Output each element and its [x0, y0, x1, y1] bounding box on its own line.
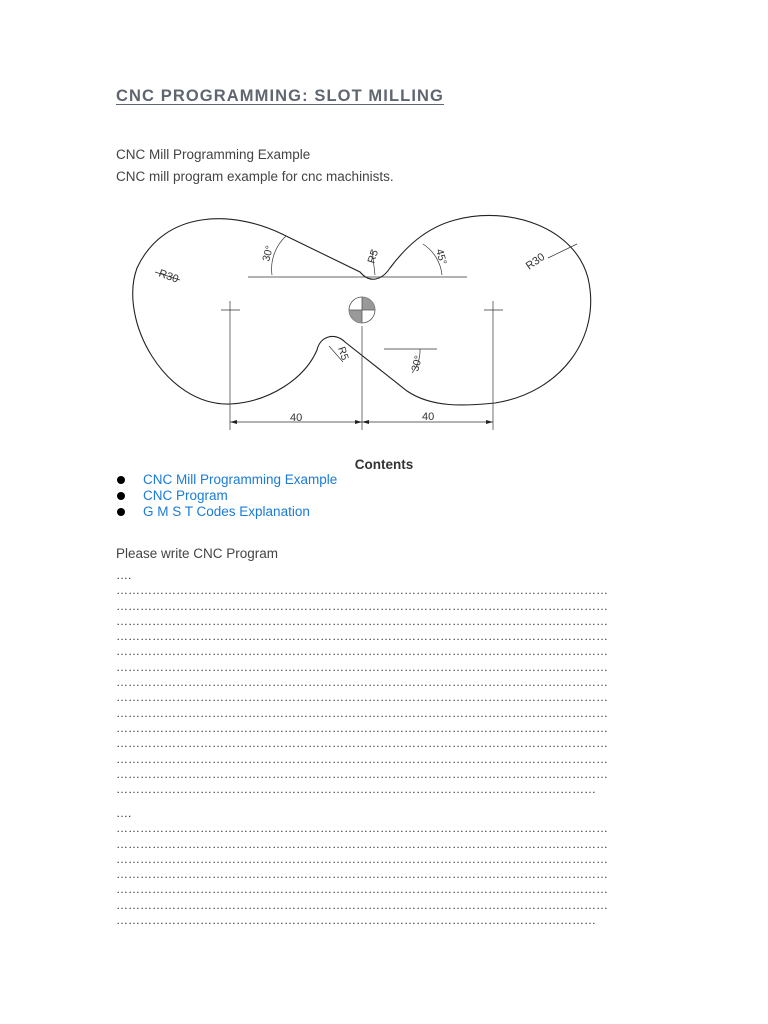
bullet-icon	[117, 492, 125, 500]
answer-line: ……………………………………………………………………………………………………………	[116, 736, 608, 751]
label-r5-bottom: R5	[335, 345, 351, 362]
label-r30-right: R30	[523, 251, 548, 273]
answer-line: ……………………………………………………………………………………………………………	[116, 583, 608, 598]
bullet-icon	[117, 476, 125, 484]
answer-line: ….	[116, 806, 132, 820]
answer-lines-block-2	[116, 806, 646, 928]
answer-line: ……………………………………………………………………………………………………………	[116, 720, 608, 735]
answer-line: ……………………………………………………………………………………………………………	[116, 766, 608, 781]
label-dim-left: 40	[290, 412, 303, 424]
exercise-prompt: Please write CNC Program	[116, 546, 279, 561]
answer-line: ……………………………………………………………………………………………………………	[116, 867, 608, 882]
answer-line: …………………………………………………………………………………………………………	[116, 913, 596, 928]
contents-item	[116, 504, 337, 520]
answer-line: ……………………………………………………………………………………………………………	[116, 882, 608, 897]
contents-link-gmst-codes[interactable]: G M S T Codes Explanation	[143, 503, 310, 519]
page-title: CNC PROGRAMMING: SLOT MILLING	[116, 87, 444, 105]
contents-link-mill-example[interactable]: CNC Mill Programming Example	[143, 472, 338, 487]
answer-line: ……………………………………………………………………………………………………………	[116, 705, 608, 720]
answer-line: ……………………………………………………………………………………………………………	[116, 675, 608, 690]
answer-line: ……………………………………………………………………………………………………………	[116, 851, 608, 866]
label-dim-right: 40	[422, 411, 435, 423]
label-r30-left: R30	[156, 267, 181, 286]
answer-line: ……………………………………………………………………………………………………………	[116, 613, 608, 628]
label-angle-30-top: 30°	[260, 244, 277, 263]
bullet-icon	[117, 508, 125, 516]
answer-line: ……………………………………………………………………………………………………………	[116, 690, 608, 705]
answer-line: ……………………………………………………………………………………………………………	[116, 836, 608, 851]
slot-milling-drawing	[120, 208, 600, 434]
subtitle: CNC Mill Programming Example	[116, 147, 311, 162]
contents-list	[116, 472, 337, 519]
answer-lines-block-1	[116, 568, 646, 797]
answer-line: ….	[116, 568, 132, 582]
answer-line: ……………………………………………………………………………………………………………	[116, 629, 608, 644]
label-angle-45: 45°	[433, 247, 449, 267]
contents-item	[116, 472, 337, 488]
answer-line: ……………………………………………………………………………………………………………	[116, 821, 608, 836]
answer-line: …………………………………………………………………………………………………………	[116, 782, 596, 797]
answer-line: ……………………………………………………………………………………………………………	[116, 598, 608, 613]
label-r5-top: R5	[365, 248, 382, 265]
datum-symbol-icon	[349, 297, 375, 323]
answer-line: ……………………………………………………………………………………………………………	[116, 659, 608, 674]
contents-heading: Contents	[354, 457, 414, 472]
answer-line: ……………………………………………………………………………………………………………	[116, 897, 608, 912]
answer-line: ……………………………………………………………………………………………………………	[116, 644, 608, 659]
contents-link-cnc-program[interactable]: CNC Program	[143, 487, 228, 503]
intro-text: CNC mill program example for cnc machinists.	[116, 169, 394, 184]
contents-item	[116, 488, 337, 504]
label-angle-30-bottom: 30°	[409, 354, 426, 373]
r30-right-leader	[548, 244, 577, 258]
answer-line: ……………………………………………………………………………………………………………	[116, 751, 608, 766]
